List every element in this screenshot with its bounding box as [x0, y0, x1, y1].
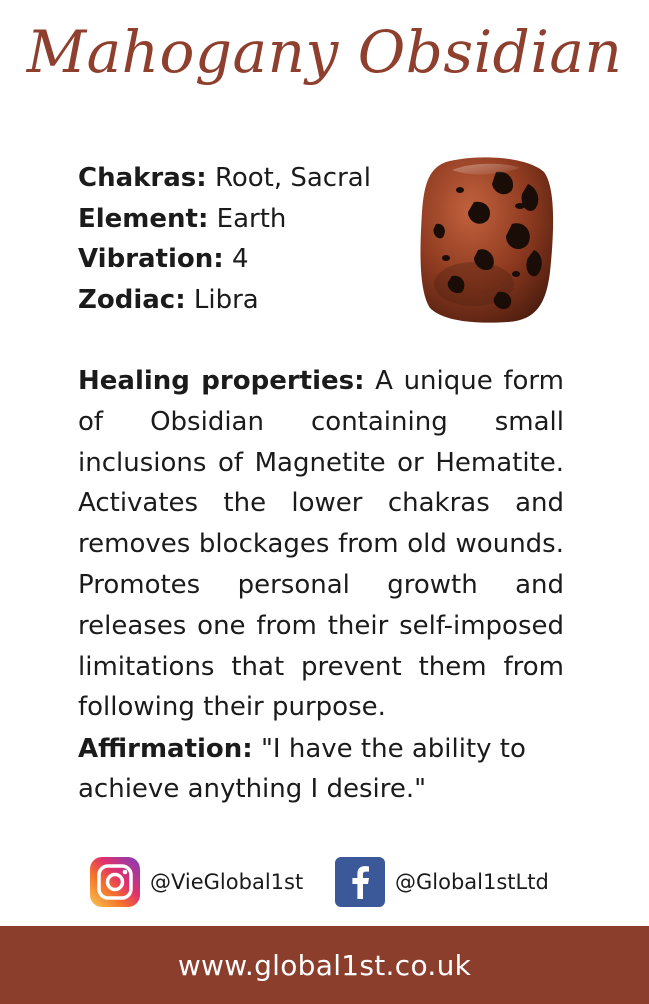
- healing-text: A unique form of Obsidian containing small inclusions of Magnetite or Hematite. Activates the lower chakras and removes blockages from old wounds. Promotes personal growth and releases one from their self-imposed limitations that prevent them from following their purpose.: [78, 366, 564, 723]
- property-value: 4: [231, 244, 249, 274]
- mahogany-obsidian-stone-image: [416, 154, 556, 326]
- website-link[interactable]: www.global1st.co.uk: [177, 948, 472, 982]
- property-label: Zodiac:: [78, 284, 186, 315]
- facebook-link[interactable]: [335, 856, 549, 908]
- healing-label: Healing properties:: [78, 366, 365, 396]
- footer-bar: [0, 926, 649, 1004]
- property-value: Root, Sacral: [214, 163, 371, 193]
- property-vibration: [78, 239, 371, 280]
- instagram-icon: [90, 857, 140, 907]
- instagram-link[interactable]: [90, 856, 303, 908]
- affirmation-text: "I have the ability to achieve anything I desire.": [78, 734, 526, 804]
- instagram-handle: @VieGlobal1st: [150, 870, 304, 894]
- page-title: Mahogany Obsidian: [26, 18, 623, 86]
- property-label: Vibration:: [78, 244, 224, 274]
- affirmation-label: Affirmation:: [78, 734, 253, 764]
- property-label: Element:: [78, 203, 209, 234]
- affirmation: [78, 729, 564, 809]
- property-value: Earth: [216, 203, 287, 234]
- property-chakras: [78, 158, 371, 199]
- facebook-handle: @Global1stLtd: [395, 870, 549, 894]
- facebook-icon: [335, 857, 385, 907]
- properties-list: [78, 158, 371, 320]
- property-element: [78, 199, 371, 240]
- healing-properties: [78, 361, 564, 728]
- property-value: Libra: [193, 284, 259, 315]
- property-label: Chakras:: [78, 163, 207, 193]
- property-zodiac: [78, 280, 371, 321]
